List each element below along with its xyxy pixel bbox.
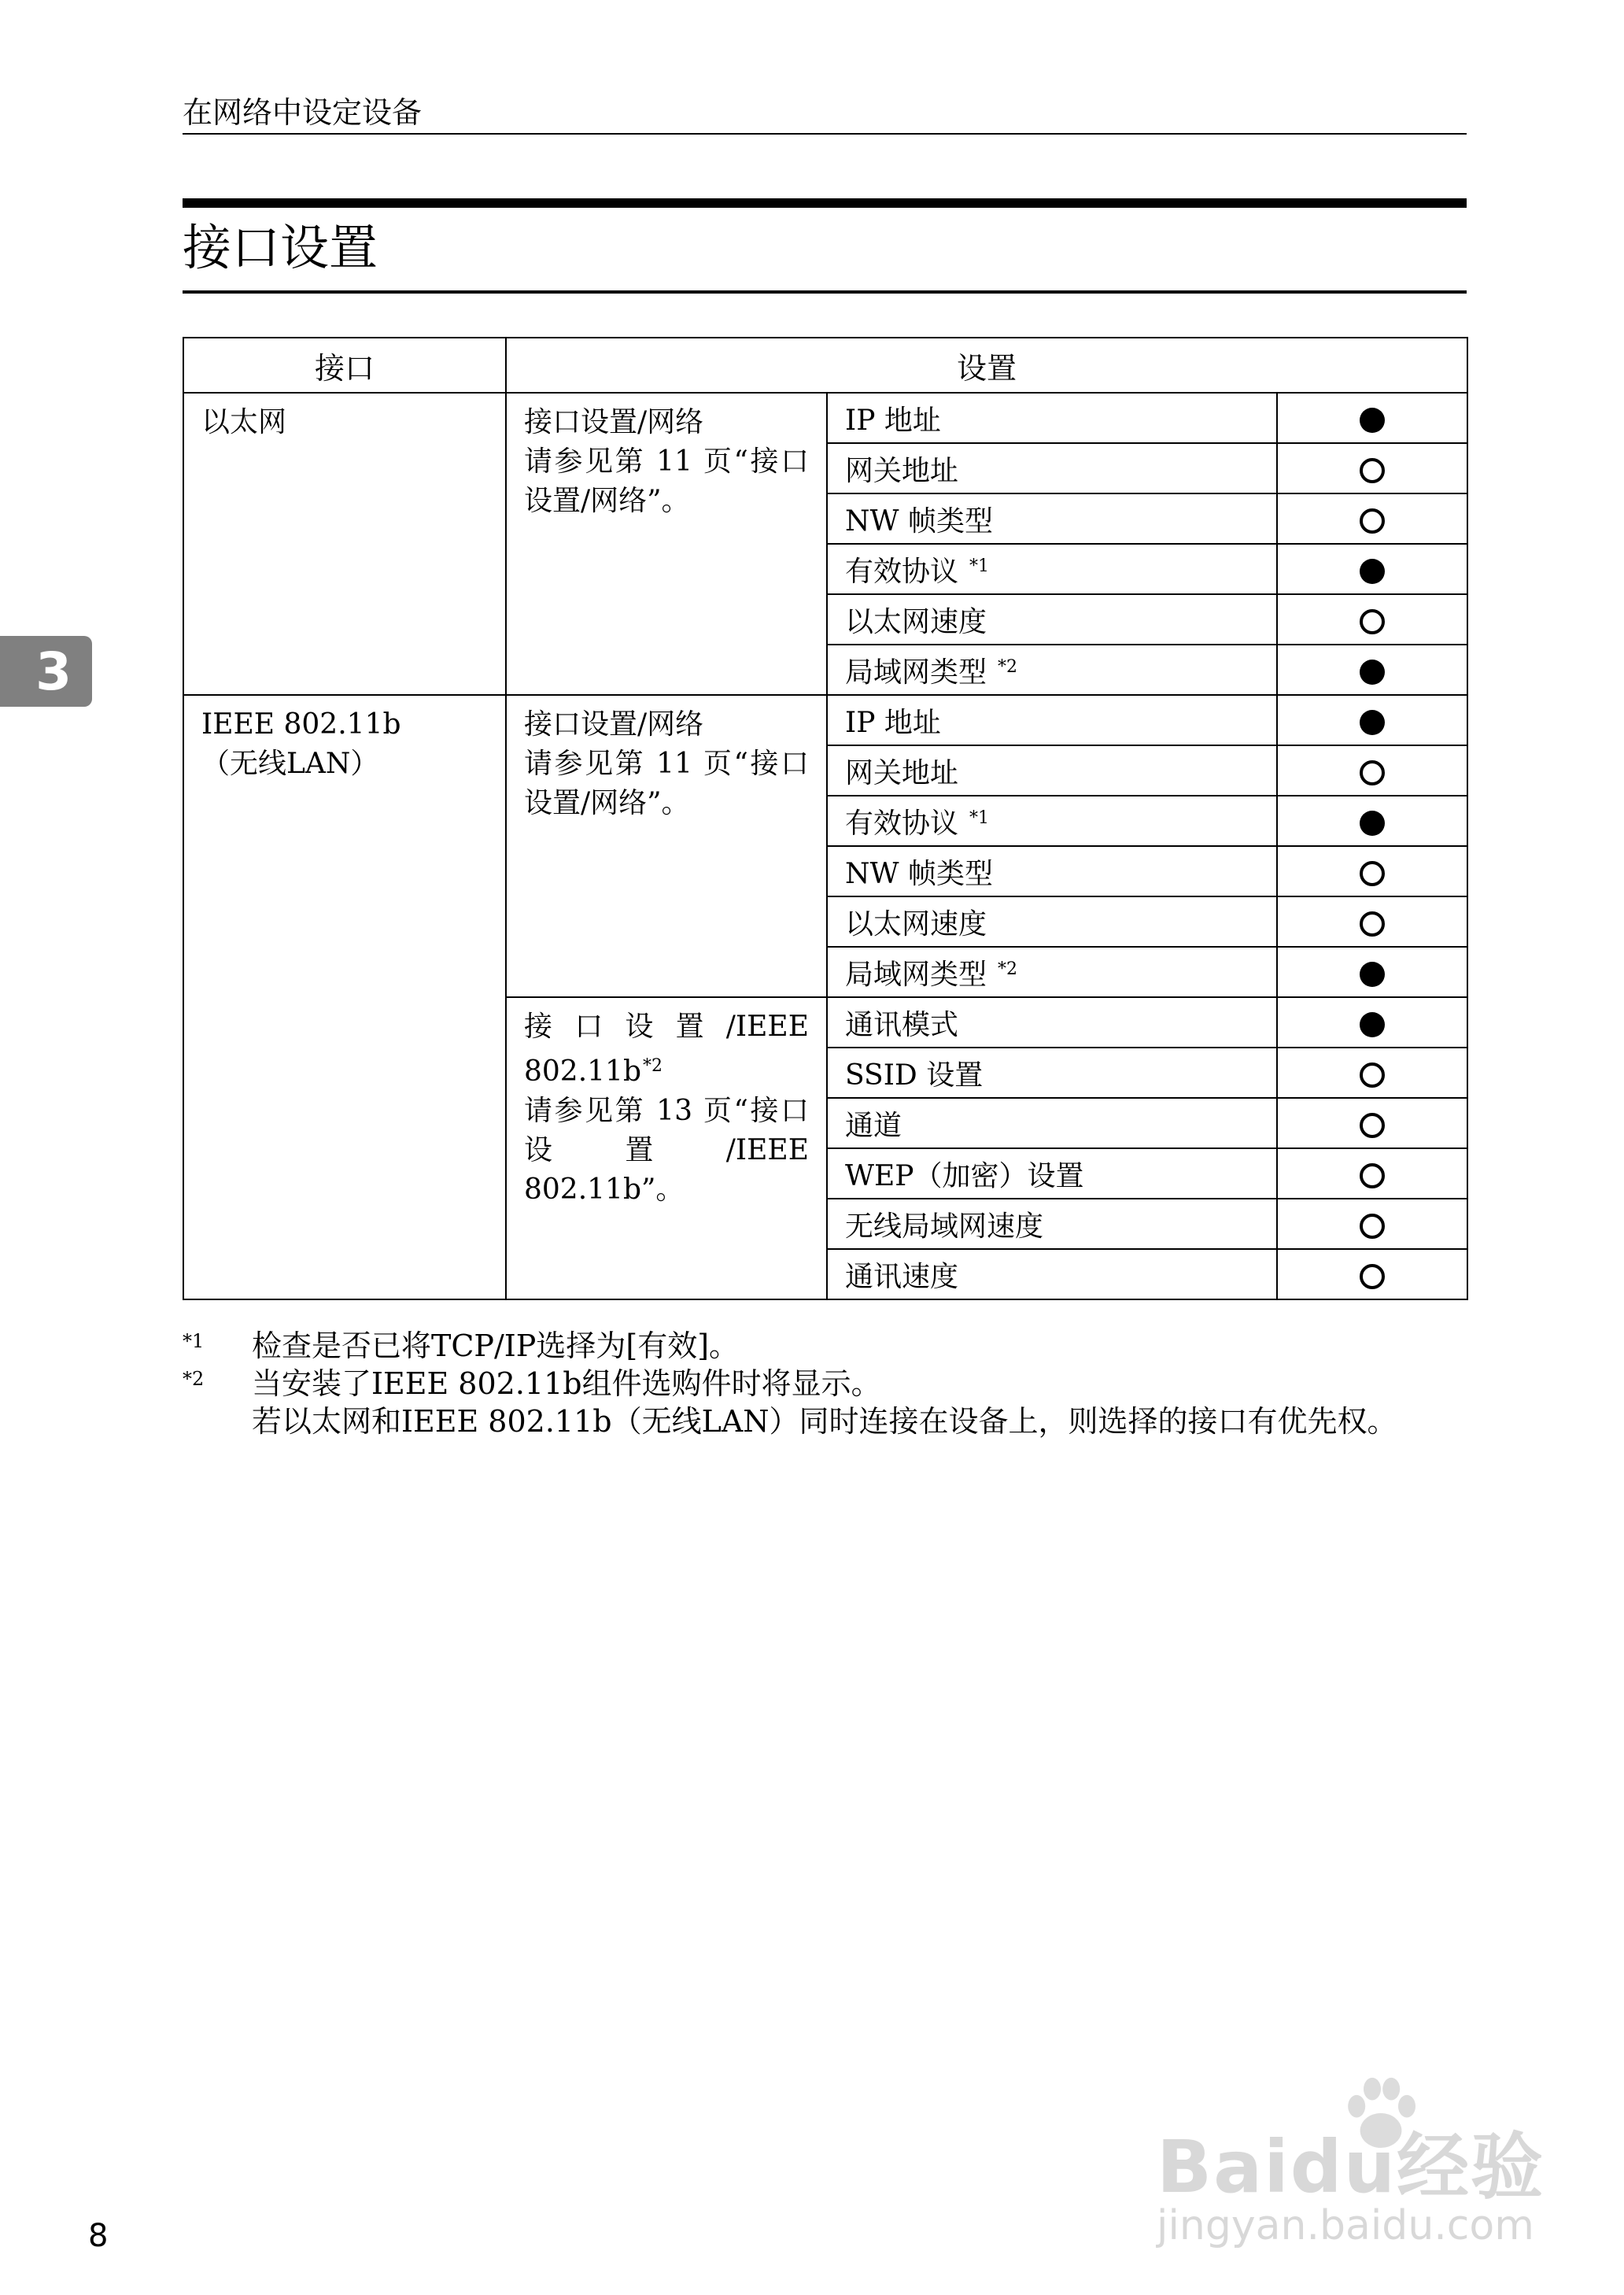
- availability-cell: [1277, 1249, 1467, 1299]
- availability-cell: [1277, 1098, 1467, 1148]
- setting-name: 通讯模式: [845, 1008, 959, 1041]
- availability-cell: [1277, 896, 1467, 947]
- footnote-ref: *1: [969, 556, 990, 576]
- availability-cell: [1277, 1199, 1467, 1249]
- footnote-ref: *1: [969, 808, 990, 828]
- table-row: [183, 695, 1467, 745]
- setting-name: 通道: [845, 1109, 902, 1142]
- watermark-url: jingyan.baidu.com: [1157, 2202, 1534, 2249]
- menu-path: [524, 1007, 809, 1092]
- setting-name: 以太网速度: [845, 605, 987, 638]
- footnote-ref: *2: [998, 656, 1018, 677]
- page-number: 8: [88, 2218, 109, 2254]
- setting-name: 有效协议: [845, 807, 959, 840]
- hollow-circle-icon: [1360, 1163, 1385, 1188]
- filled-circle-icon: [1360, 962, 1385, 987]
- menu-path-text: 接口设置/网络: [524, 406, 704, 438]
- setting-name: IP 地址: [845, 404, 941, 437]
- title-bar: [183, 198, 1467, 208]
- availability-cell: [1277, 544, 1467, 594]
- interface-subname: （无线LAN）: [201, 748, 379, 780]
- setting-name-cell: [827, 947, 1277, 997]
- header-interface: 接口: [183, 338, 506, 393]
- availability-cell: [1277, 947, 1467, 997]
- interface-cell: [183, 393, 506, 695]
- setting-name-cell: [827, 544, 1277, 594]
- availability-cell: [1277, 443, 1467, 493]
- setting-name-cell: [827, 1098, 1277, 1148]
- menu-path-text: 接口设置/IEEE 802.11b: [524, 1011, 809, 1088]
- setting-name-cell: [827, 645, 1277, 695]
- availability-cell: [1277, 393, 1467, 443]
- setting-name-cell: [827, 796, 1277, 846]
- setting-name-cell: [827, 1249, 1277, 1299]
- footnote-text: 检查是否已将TCP/IP选择为[有效]。: [252, 1329, 740, 1363]
- interface-name: IEEE 802.11b: [201, 708, 401, 741]
- setting-name: SSID 设置: [845, 1059, 984, 1092]
- table-row: [183, 393, 1467, 443]
- hollow-circle-icon: [1360, 911, 1385, 937]
- availability-cell: [1277, 594, 1467, 645]
- availability-cell: [1277, 1048, 1467, 1098]
- hollow-circle-icon: [1360, 1214, 1385, 1239]
- setting-name: 无线局域网速度: [845, 1210, 1044, 1243]
- setting-name-cell: [827, 1148, 1277, 1199]
- setting-name-cell: [827, 1048, 1277, 1098]
- footnote-text: 若以太网和IEEE 802.11b（无线LAN）同时连接在设备上，则选择的接口有优先权。: [252, 1404, 1397, 1439]
- hollow-circle-icon: [1360, 1264, 1385, 1289]
- setting-name-cell: [827, 1199, 1277, 1249]
- chapter-tab: 3: [0, 636, 92, 707]
- availability-cell: [1277, 997, 1467, 1048]
- interface-settings-table: [183, 337, 1468, 1300]
- hollow-circle-icon: [1360, 1062, 1385, 1088]
- setting-name: 网关地址: [845, 454, 959, 487]
- setting-name: 网关地址: [845, 756, 959, 789]
- page-reference: 请参见第 11 页“接口设置/网络”。: [524, 748, 809, 819]
- footnote-marker: *1: [183, 1330, 205, 1352]
- footnote-marker: *2: [183, 1368, 205, 1390]
- setting-name-cell: [827, 594, 1277, 645]
- availability-cell: [1277, 745, 1467, 796]
- setting-name-cell: [827, 493, 1277, 544]
- menu-reference-cell: [506, 393, 827, 695]
- filled-circle-icon: [1360, 408, 1385, 433]
- filled-circle-icon: [1360, 811, 1385, 836]
- availability-cell: [1277, 493, 1467, 544]
- page-title: 接口设置: [183, 219, 378, 276]
- footnote-ref: *2: [998, 959, 1018, 979]
- watermark-brand: Baidu经验: [1157, 2125, 1545, 2209]
- availability-cell: [1277, 695, 1467, 745]
- menu-path-text: 接口设置/网络: [524, 708, 704, 741]
- filled-circle-icon: [1360, 1012, 1385, 1037]
- setting-name: 局域网类型: [845, 958, 987, 991]
- interface-name: 以太网: [201, 406, 287, 438]
- hollow-circle-icon: [1360, 458, 1385, 483]
- setting-name: NW 帧类型: [845, 504, 993, 538]
- page-reference: 请参见第 11 页“接口设置/网络”。: [524, 445, 809, 517]
- hollow-circle-icon: [1360, 1113, 1385, 1138]
- hollow-circle-icon: [1360, 609, 1385, 634]
- setting-name: 局域网类型: [845, 656, 987, 689]
- setting-name: NW 帧类型: [845, 857, 993, 890]
- setting-name-cell: [827, 443, 1277, 493]
- filled-circle-icon: [1360, 559, 1385, 584]
- title-rule: [183, 290, 1467, 294]
- setting-name: WEP（加密）设置: [845, 1159, 1084, 1192]
- availability-cell: [1277, 645, 1467, 695]
- menu-path: [524, 705, 809, 745]
- setting-name-cell: [827, 997, 1277, 1048]
- setting-name-cell: [827, 393, 1277, 443]
- setting-name: 通讯速度: [845, 1260, 959, 1293]
- filled-circle-icon: [1360, 660, 1385, 685]
- setting-name-cell: [827, 745, 1277, 796]
- running-head-rule: [183, 133, 1467, 135]
- header-settings: 设置: [506, 338, 1467, 393]
- footnote-text: 当安装了IEEE 802.11b组件选购件时将显示。: [252, 1366, 881, 1401]
- footnote-ref: *2: [643, 1056, 663, 1076]
- availability-cell: [1277, 846, 1467, 896]
- hollow-circle-icon: [1360, 508, 1385, 534]
- interface-cell: [183, 695, 506, 1299]
- setting-name: 有效协议: [845, 555, 959, 588]
- menu-reference-cell: [506, 695, 827, 997]
- filled-circle-icon: [1360, 710, 1385, 735]
- setting-name-cell: [827, 846, 1277, 896]
- availability-cell: [1277, 796, 1467, 846]
- setting-name-cell: [827, 695, 1277, 745]
- setting-name: IP 地址: [845, 706, 941, 739]
- hollow-circle-icon: [1360, 760, 1385, 785]
- menu-path: [524, 403, 809, 442]
- setting-name: 以太网速度: [845, 907, 987, 941]
- page-reference: 请参见第 13 页“接口设置/IEEE 802.11b”。: [524, 1095, 809, 1206]
- availability-cell: [1277, 1148, 1467, 1199]
- setting-name-cell: [827, 896, 1277, 947]
- menu-reference-cell: [506, 997, 827, 1299]
- hollow-circle-icon: [1360, 861, 1385, 886]
- running-head: 在网络中设定设备: [183, 95, 423, 130]
